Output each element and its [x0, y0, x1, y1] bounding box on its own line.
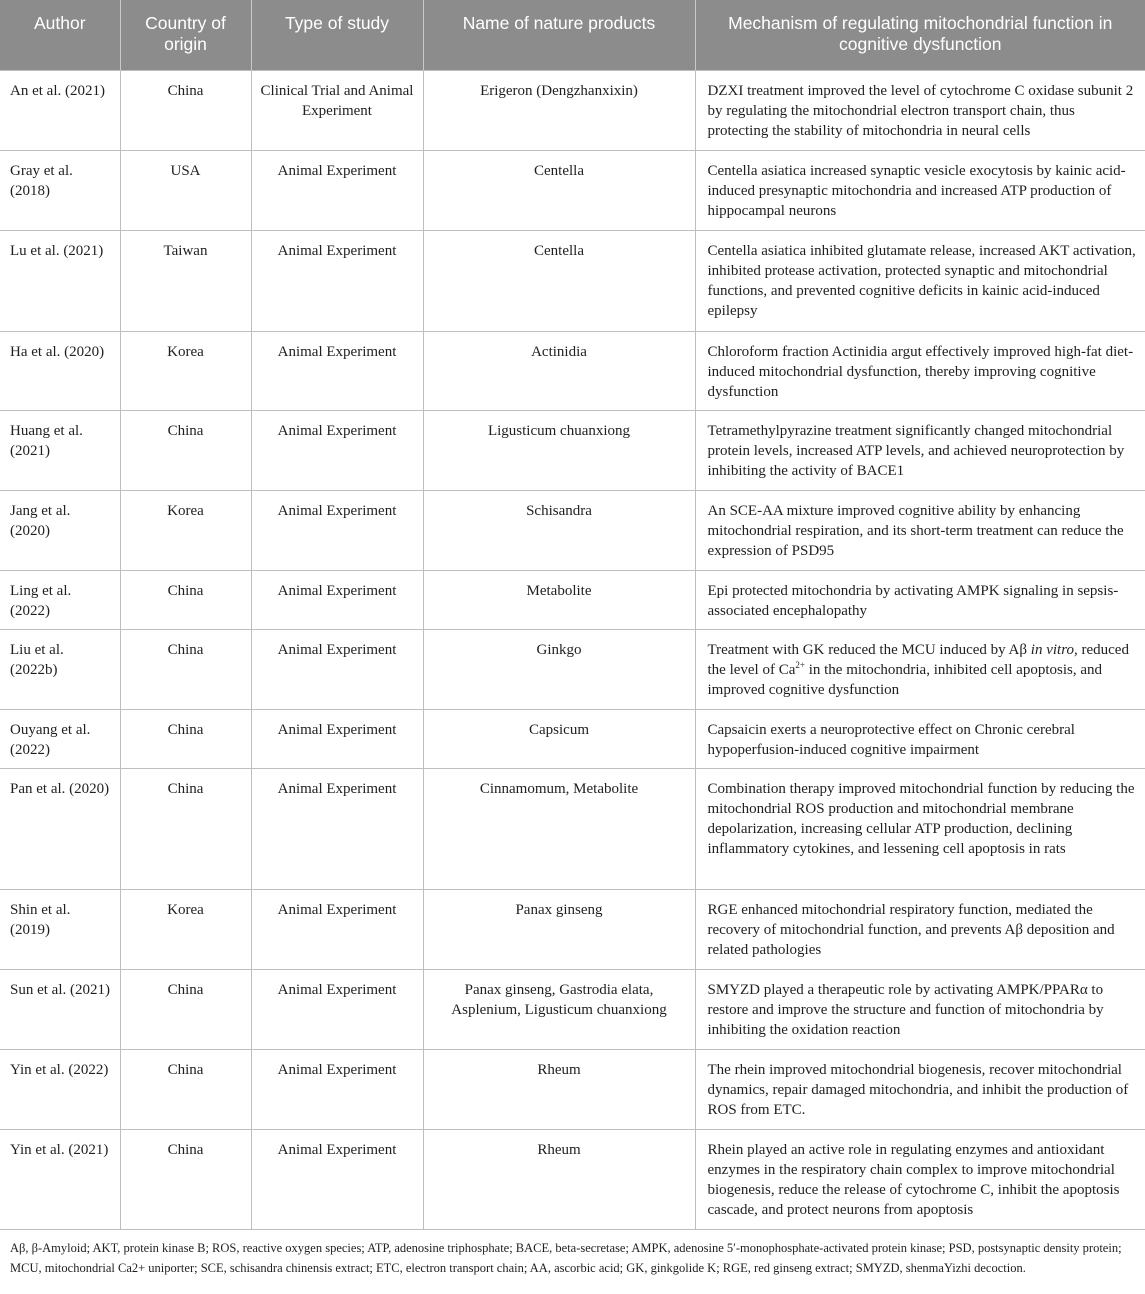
cell-author: Yin et al. (2022) [0, 1049, 120, 1129]
table-header-row [0, 0, 1145, 70]
cell-study-type: Animal Experiment [251, 889, 423, 969]
header-study-type: Type of study [251, 0, 423, 70]
cell-study-type: Animal Experiment [251, 709, 423, 768]
cell-author: Huang et al. (2021) [0, 410, 120, 490]
cell-author: Pan et al. (2020) [0, 768, 120, 889]
cell-author: Yin et al. (2021) [0, 1129, 120, 1229]
cell-mechanism: An SCE-AA mixture improved cognitive ability by enhancing mitochondrial respiration, and its short-term treatment can reduce the expression of PSD95 [695, 490, 1145, 570]
cell-study-type: Animal Experiment [251, 629, 423, 709]
cell-country: Taiwan [120, 230, 251, 331]
table-row [0, 969, 1145, 1049]
cell-study-type: Animal Experiment [251, 230, 423, 331]
cell-mechanism: Capsaicin exerts a neuroprotective effect on Chronic cerebral hypoperfusion-induced cognitive impairment [695, 709, 1145, 768]
cell-mechanism: DZXI treatment improved the level of cytochrome C oxidase subunit 2 by regulating the mitochondrial electron transport chain, thus protecting the stability of mitochondria in neural cells [695, 70, 1145, 150]
table-row [0, 70, 1145, 150]
cell-country: Korea [120, 331, 251, 410]
cell-mechanism: RGE enhanced mitochondrial respiratory function, mediated the recovery of mitochondrial function, and prevents Aβ deposition and related pathologies [695, 889, 1145, 969]
cell-country: China [120, 629, 251, 709]
cell-author: An et al. (2021) [0, 70, 120, 150]
cell-country: Korea [120, 889, 251, 969]
cell-mechanism: Rhein played an active role in regulating enzymes and antioxidant enzymes in the respiratory chain complex to improve mitochondrial biogenesis, reduce the release of cytochrome C, inhibit the apoptosis cascade, and protect neurons from apoptosis [695, 1129, 1145, 1229]
cell-country: China [120, 969, 251, 1049]
cell-author: Ling et al. (2022) [0, 570, 120, 629]
cell-study-type: Animal Experiment [251, 1129, 423, 1229]
cell-country: China [120, 410, 251, 490]
cell-author: Ouyang et al. (2022) [0, 709, 120, 768]
cell-author: Jang et al. (2020) [0, 490, 120, 570]
cell-product: Panax ginseng, Gastrodia elata, Asplenium, Ligusticum chuanxiong [423, 969, 695, 1049]
table-row [0, 490, 1145, 570]
cell-product: Rheum [423, 1129, 695, 1229]
cell-mechanism [695, 629, 1145, 709]
cell-author: Gray et al. (2018) [0, 150, 120, 230]
mechanism-text-part: , reduced the level of Ca [707, 641, 1129, 678]
cell-author: Ha et al. (2020) [0, 331, 120, 410]
table-row [0, 331, 1145, 410]
cell-product: Ligusticum chuanxiong [423, 410, 695, 490]
cell-product: Capsicum [423, 709, 695, 768]
cell-country: Korea [120, 490, 251, 570]
table-row [0, 230, 1145, 331]
table-row [0, 768, 1145, 889]
cell-study-type: Animal Experiment [251, 969, 423, 1049]
cell-study-type: Animal Experiment [251, 410, 423, 490]
table-footnote: Aβ, β-Amyloid; AKT, protein kinase B; ROS, reactive oxygen species; ATP, adenosine triphosphate; BACE, beta-secretase; AMPK, adenosine 5′-monophosphate-activated protein kinase; PSD, postsynaptic density protein; MCU, mitochondrial Ca2+ uniporter; SCE, schisandra chinensis extract; ETC, electron transport chain; AA, ascorbic acid; GK, ginkgolide K; RGE, red ginseng extract; SMYZD, shenmaYizhi decoction. [10, 1240, 1122, 1275]
table-row [0, 410, 1145, 490]
cell-country: China [120, 768, 251, 889]
table-row [0, 889, 1145, 969]
cell-country: USA [120, 150, 251, 230]
cell-product: Ginkgo [423, 629, 695, 709]
cell-product: Centella [423, 150, 695, 230]
cell-country: China [120, 709, 251, 768]
cell-product: Erigeron (Dengzhanxixin) [423, 70, 695, 150]
cell-author: Liu et al. (2022b) [0, 629, 120, 709]
cell-author: Lu et al. (2021) [0, 230, 120, 331]
superscript-charge: 2+ [795, 659, 805, 670]
cell-product: Schisandra [423, 490, 695, 570]
cell-study-type: Animal Experiment [251, 570, 423, 629]
header-author: Author [0, 0, 120, 70]
cell-mechanism: The rhein improved mitochondrial biogenesis, recover mitochondrial dynamics, repair damaged mitochondria, and inhibit the production of ROS from ETC. [695, 1049, 1145, 1129]
cell-country: China [120, 1129, 251, 1229]
cell-mechanism: Centella asiatica inhibited glutamate release, increased AKT activation, inhibited protease activation, protected synaptic and mitochondrial functions, and prevented cognitive deficits in kainic acid-induced epilepsy [695, 230, 1145, 331]
cell-author: Sun et al. (2021) [0, 969, 120, 1049]
table-row [0, 629, 1145, 709]
cell-product: Rheum [423, 1049, 695, 1129]
cell-mechanism: Chloroform fraction Actinidia argut effectively improved high-fat diet-induced mitochondrial dysfunction, thereby improving cognitive dysfunction [695, 331, 1145, 410]
cell-mechanism: Epi protected mitochondria by activating AMPK signaling in sepsis-associated encephalopathy [695, 570, 1145, 629]
cell-study-type: Animal Experiment [251, 768, 423, 889]
cell-author: Shin et al. (2019) [0, 889, 120, 969]
cell-product: Cinnamomum, Metabolite [423, 768, 695, 889]
cell-mechanism: Centella asiatica increased synaptic vesicle exocytosis by kainic acid-induced presynaptic mitochondria and increased ATP production of hippocampal neurons [695, 150, 1145, 230]
cell-product: Panax ginseng [423, 889, 695, 969]
header-product: Name of nature products [423, 0, 695, 70]
cell-study-type: Clinical Trial and Animal Experiment [251, 70, 423, 150]
mechanism-text-part: in the mitochondria, inhibited cell apoptosis, and improved cognitive dysfunction [707, 661, 1102, 698]
cell-study-type: Animal Experiment [251, 490, 423, 570]
cell-country: China [120, 70, 251, 150]
mechanism-italic-term: in vitro [1030, 641, 1074, 658]
cell-mechanism: Combination therapy improved mitochondrial function by reducing the mitochondrial ROS production and mitochondrial membrane depolarization, increasing cellular ATP production, declining inflammatory cytokines, and lessening cell apoptosis in rats [695, 768, 1145, 889]
table-row [0, 1049, 1145, 1129]
mechanism-text-part: Treatment with GK reduced the MCU induced by Aβ [707, 641, 1031, 658]
cell-mechanism: SMYZD played a therapeutic role by activating AMPK/PPARα to restore and improve the structure and function of mitochondria by inhibiting the oxidation reaction [695, 969, 1145, 1049]
header-country: Country of origin [120, 0, 251, 70]
cell-mechanism: Tetramethylpyrazine treatment significantly changed mitochondrial protein levels, increased ATP levels, and achieved neuroprotection by inhibiting the activity of BACE1 [695, 410, 1145, 490]
table-row [0, 709, 1145, 768]
cell-study-type: Animal Experiment [251, 331, 423, 410]
cell-product: Actinidia [423, 331, 695, 410]
table-row [0, 1129, 1145, 1229]
table-row [0, 570, 1145, 629]
cell-country: China [120, 1049, 251, 1129]
cell-product: Metabolite [423, 570, 695, 629]
cell-study-type: Animal Experiment [251, 150, 423, 230]
cell-product: Centella [423, 230, 695, 331]
table-row [0, 150, 1145, 230]
cell-study-type: Animal Experiment [251, 1049, 423, 1129]
cell-country: China [120, 570, 251, 629]
header-mechanism: Mechanism of regulating mitochondrial function in cognitive dysfunction [695, 0, 1145, 70]
